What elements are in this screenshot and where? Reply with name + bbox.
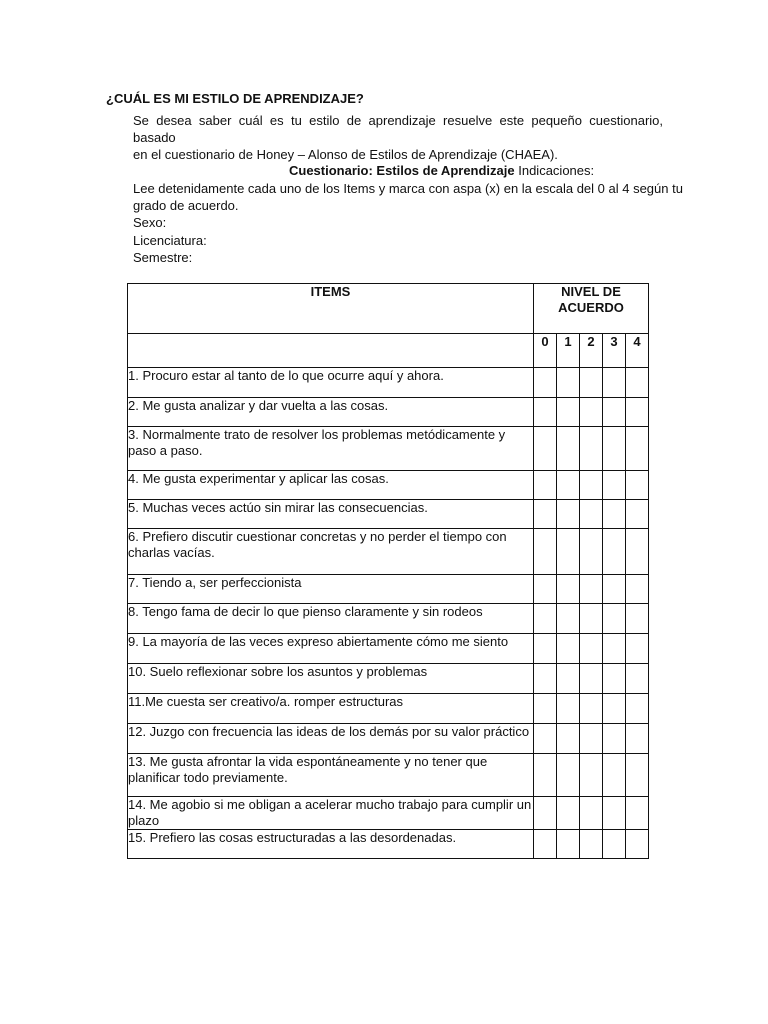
item-text: 13. Me gusta afrontar la vida espontáneamente y no tener que planificar todo previamente. <box>128 754 534 797</box>
answer-cell-3[interactable] <box>603 604 626 634</box>
answer-cell-0[interactable] <box>534 724 557 754</box>
item-text: 4. Me gusta experimentar y aplicar las cosas. <box>128 471 534 500</box>
answer-cell-1[interactable] <box>557 427 580 471</box>
answer-cell-4[interactable] <box>626 529 649 575</box>
intro-line-1: Se desea saber cuál es tu estilo de aprendizaje resuelve este pequeño cuestionario, basado <box>133 113 663 145</box>
answer-cell-3[interactable] <box>603 575 626 604</box>
answer-cell-3[interactable] <box>603 694 626 724</box>
answer-cell-3[interactable] <box>603 529 626 575</box>
answer-cell-0[interactable] <box>534 368 557 398</box>
answer-cell-3[interactable] <box>603 664 626 694</box>
answer-cell-0[interactable] <box>534 471 557 500</box>
answer-cell-3[interactable] <box>603 830 626 859</box>
answer-cell-0[interactable] <box>534 664 557 694</box>
answer-cell-1[interactable] <box>557 500 580 529</box>
answer-cell-0[interactable] <box>534 529 557 575</box>
answer-cell-3[interactable] <box>603 427 626 471</box>
indications-label: Indicaciones: <box>514 163 595 178</box>
answer-cell-4[interactable] <box>626 427 649 471</box>
answer-cell-4[interactable] <box>626 368 649 398</box>
answer-cell-2[interactable] <box>580 830 603 859</box>
answer-cell-2[interactable] <box>580 694 603 724</box>
item-text: 1. Procuro estar al tanto de lo que ocurre aquí y ahora. <box>128 368 534 398</box>
answer-cell-3[interactable] <box>603 797 626 830</box>
answer-cell-1[interactable] <box>557 368 580 398</box>
answer-cell-3[interactable] <box>603 368 626 398</box>
answer-cell-2[interactable] <box>580 500 603 529</box>
agreement-level-header <box>534 284 649 334</box>
sexo-label: Sexo: <box>133 215 167 231</box>
items-column-header: ITEMS <box>128 284 534 334</box>
intro-paragraph <box>133 112 663 163</box>
answer-cell-1[interactable] <box>557 604 580 634</box>
table-row <box>128 694 649 724</box>
item-text: 11.Me cuesta ser creativo/a. romper estructuras <box>128 694 534 724</box>
answer-cell-0[interactable] <box>534 604 557 634</box>
intro-line-2: en el cuestionario de Honey – Alonso de Estilos de Aprendizaje (CHAEA). <box>133 147 558 162</box>
answer-cell-3[interactable] <box>603 754 626 797</box>
answer-cell-0[interactable] <box>534 500 557 529</box>
answer-cell-1[interactable] <box>557 724 580 754</box>
semestre-label: Semestre: <box>133 249 193 265</box>
answer-cell-2[interactable] <box>580 604 603 634</box>
table-row <box>128 830 649 859</box>
answer-cell-4[interactable] <box>626 500 649 529</box>
item-text: 7. Tiendo a, ser perfeccionista <box>128 575 534 604</box>
table-row <box>128 529 649 575</box>
table-row <box>128 664 649 694</box>
answer-cell-3[interactable] <box>603 398 626 427</box>
table-row <box>128 471 649 500</box>
answer-cell-4[interactable] <box>626 634 649 664</box>
answer-cell-0[interactable] <box>534 830 557 859</box>
instructions-block <box>133 180 683 266</box>
answer-cell-3[interactable] <box>603 634 626 664</box>
scale-2: 2 <box>580 334 603 368</box>
table-row <box>128 575 649 604</box>
table-row <box>128 797 649 830</box>
answer-cell-1[interactable] <box>557 529 580 575</box>
answer-cell-1[interactable] <box>557 398 580 427</box>
agreement-level-line-1: NIVEL DE <box>561 284 621 299</box>
answer-cell-4[interactable] <box>626 724 649 754</box>
answer-cell-4[interactable] <box>626 664 649 694</box>
answer-cell-1[interactable] <box>557 797 580 830</box>
answer-cell-2[interactable] <box>580 754 603 797</box>
answer-cell-2[interactable] <box>580 398 603 427</box>
answer-cell-1[interactable] <box>557 694 580 724</box>
answer-cell-2[interactable] <box>580 634 603 664</box>
answer-cell-3[interactable] <box>603 500 626 529</box>
answer-cell-4[interactable] <box>626 694 649 724</box>
item-text: 6. Prefiero discutir cuestionar concretas y no perder el tiempo con charlas vacías. <box>128 529 534 575</box>
item-text: 10. Suelo reflexionar sobre los asuntos y problemas <box>128 664 534 694</box>
answer-cell-1[interactable] <box>557 575 580 604</box>
item-text: 3. Normalmente trato de resolver los problemas metódicamente y paso a paso. <box>128 427 534 471</box>
scale-4: 4 <box>626 334 649 368</box>
answer-cell-4[interactable] <box>626 575 649 604</box>
answer-cell-0[interactable] <box>534 694 557 724</box>
item-text: 14. Me agobio si me obligan a acelerar mucho trabajo para cumplir un plazo <box>128 797 534 830</box>
answer-cell-2[interactable] <box>580 797 603 830</box>
answer-cell-1[interactable] <box>557 471 580 500</box>
answer-cell-0[interactable] <box>534 398 557 427</box>
answer-cell-1[interactable] <box>557 634 580 664</box>
table-row <box>128 604 649 634</box>
table-row <box>128 634 649 664</box>
page-title: ¿CUÁL ES MI ESTILO DE APRENDIZAJE? <box>106 91 364 106</box>
answer-cell-4[interactable] <box>626 398 649 427</box>
answer-cell-2[interactable] <box>580 575 603 604</box>
answer-cell-0[interactable] <box>534 427 557 471</box>
answer-cell-4[interactable] <box>626 604 649 634</box>
answer-cell-1[interactable] <box>557 830 580 859</box>
scale-1: 1 <box>557 334 580 368</box>
answer-cell-2[interactable] <box>580 724 603 754</box>
table-row <box>128 427 649 471</box>
scale-0: 0 <box>534 334 557 368</box>
scale-3: 3 <box>603 334 626 368</box>
answer-cell-4[interactable] <box>626 830 649 859</box>
scale-row <box>128 334 649 368</box>
answer-cell-0[interactable] <box>534 575 557 604</box>
item-text: 5. Muchas veces actúo sin mirar las consecuencias. <box>128 500 534 529</box>
agreement-level-line-2: ACUERDO <box>558 300 624 315</box>
answer-cell-4[interactable] <box>626 797 649 830</box>
item-text: 9. La mayoría de las veces expreso abiertamente cómo me siento <box>128 634 534 664</box>
answer-cell-2[interactable] <box>580 664 603 694</box>
table-row <box>128 754 649 797</box>
questionnaire-title: Cuestionario: Estilos de Aprendizaje <box>289 163 515 178</box>
answer-cell-1[interactable] <box>557 664 580 694</box>
questionnaire-table <box>127 283 649 859</box>
answer-cell-0[interactable] <box>534 754 557 797</box>
item-text: 15. Prefiero las cosas estructuradas a las desordenadas. <box>128 830 534 859</box>
answer-cell-2[interactable] <box>580 427 603 471</box>
licenciatura-label: Licenciatura: <box>133 232 207 248</box>
table-row <box>128 724 649 754</box>
item-text: 12. Juzgo con frecuencia las ideas de los demás por su valor práctico <box>128 724 534 754</box>
answer-cell-2[interactable] <box>580 368 603 398</box>
answer-cell-2[interactable] <box>580 471 603 500</box>
table-row <box>128 368 649 398</box>
scale-row-blank <box>128 334 534 368</box>
instruction-line-2: grado de acuerdo. <box>133 198 239 214</box>
answer-cell-0[interactable] <box>534 634 557 664</box>
answer-cell-3[interactable] <box>603 724 626 754</box>
item-text: 8. Tengo fama de decir lo que pienso claramente y sin rodeos <box>128 604 534 634</box>
answer-cell-3[interactable] <box>603 471 626 500</box>
item-text: 2. Me gusta analizar y dar vuelta a las cosas. <box>128 398 534 427</box>
table-row <box>128 500 649 529</box>
answer-cell-4[interactable] <box>626 754 649 797</box>
table-row <box>128 398 649 427</box>
questionnaire-heading <box>289 163 594 178</box>
answer-cell-2[interactable] <box>580 529 603 575</box>
answer-cell-0[interactable] <box>534 797 557 830</box>
instruction-line-1: Lee detenidamente cada uno de los Items y marca con aspa (x) en la escala del 0 al 4 según tu <box>133 181 683 196</box>
answer-cell-1[interactable] <box>557 754 580 797</box>
answer-cell-4[interactable] <box>626 471 649 500</box>
